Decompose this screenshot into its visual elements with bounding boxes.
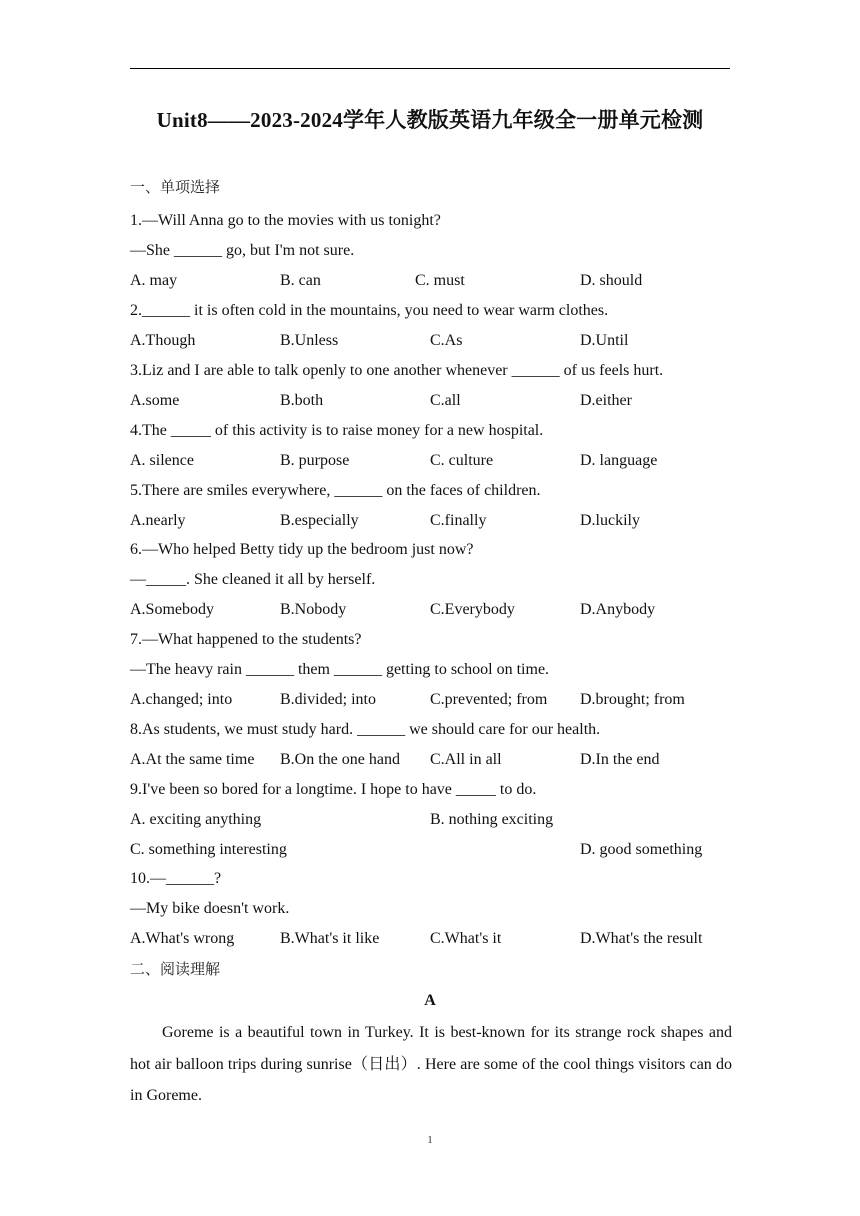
option-d: D.What's the result [580,930,703,947]
option-a: A.Though [130,332,196,349]
option-a: A.some [130,392,180,409]
page-number: 1 [427,1134,433,1146]
question-10-options [0,929,860,949]
question-8-options [0,750,860,770]
option-b: B.Nobody [280,601,347,618]
question-6-options [0,600,860,620]
question-9-options-row-1 [0,810,860,830]
question-4-stem: 4.The _____ of this activity is to raise money for a new hospital. [130,422,544,439]
option-d: D.brought; from [580,691,685,708]
question-7-stem: 7.—What happened to the students? [130,631,362,648]
option-a: A.changed; into [130,691,233,708]
question-2-options [0,331,860,351]
option-b: B.especially [280,512,359,529]
question-5-stem: 5.There are smiles everywhere, ______ on the faces of children. [130,482,541,499]
option-a: A. may [130,272,178,289]
option-a: A. silence [130,452,194,469]
header-rule [130,68,730,69]
question-3-options [0,391,860,411]
option-c: C. something interesting [130,841,287,858]
option-b: B.On the one hand [280,751,400,768]
option-c: C.all [430,392,461,409]
question-10-stem-2: —My bike doesn't work. [130,900,290,917]
section-heading-reading: 二、阅读理解 [130,960,221,978]
question-1-stem: 1.—Will Anna go to the movies with us tonight? [130,212,441,229]
question-7-stem-2: —The heavy rain ______ them ______ getting to school on time. [130,661,550,678]
option-c: C.finally [430,512,487,529]
option-d: D.luckily [580,512,640,529]
question-7-options [0,690,860,710]
section-heading-single-choice: 一、单项选择 [130,178,221,196]
passage-paragraph: Goreme is a beautiful town in Turkey. It is best-known for its strange rock shapes and hot air balloon trips during sunrise（日出）. Here are some of the cool things visitors can do in Goreme. [130,1024,732,1104]
option-d: D.In the end [580,751,660,768]
passage-label: A [424,992,436,1009]
option-b: B.both [280,392,324,409]
option-d: D.either [580,392,632,409]
option-a: A.Somebody [130,601,214,618]
question-9-options-row-2 [0,840,860,860]
option-b: B. nothing exciting [430,811,554,828]
question-9-stem: 9.I've been so bored for a longtime. I hope to have _____ to do. [130,781,537,798]
option-c: C.What's it [430,930,502,947]
option-a: A.nearly [130,512,186,529]
question-6-stem-2: —_____. She cleaned it all by herself. [130,571,376,588]
option-a: A. exciting anything [130,811,262,828]
option-d: D.Anybody [580,601,656,618]
option-b: B. purpose [280,452,350,469]
option-c: C.All in all [430,751,502,768]
document-title: Unit8——2023-2024学年人教版英语九年级全一册单元检测 [156,108,704,132]
question-1-options [0,271,860,291]
question-3-stem: 3.Liz and I are able to talk openly to one another whenever ______ of us feels hurt. [130,362,664,379]
question-8-stem: 8.As students, we must study hard. ______ we should care for our health. [130,721,601,738]
option-b: B.Unless [280,332,339,349]
option-b: B.divided; into [280,691,376,708]
question-2-stem: 2.______ it is often cold in the mountains, you need to wear warm clothes. [130,302,609,319]
option-a: A.What's wrong [130,930,235,947]
option-c: C.As [430,332,463,349]
option-a: A.At the same time [130,751,255,768]
option-d: D. good something [580,841,703,858]
option-b: B.What's it like [280,930,380,947]
question-1-stem-2: —She ______ go, but I'm not sure. [130,242,355,259]
question-10-stem: 10.—______? [130,870,222,887]
option-c: C.prevented; from [430,691,548,708]
question-5-options [0,511,860,531]
option-d: D. language [580,452,658,469]
option-c: C. must [415,272,465,289]
option-c: C. culture [430,452,494,469]
option-b: B. can [280,272,321,289]
option-c: C.Everybody [430,601,515,618]
question-4-options [0,451,860,471]
option-d: D. should [580,272,643,289]
option-d: D.Until [580,332,629,349]
question-6-stem: 6.—Who helped Betty tidy up the bedroom just now? [130,541,474,558]
